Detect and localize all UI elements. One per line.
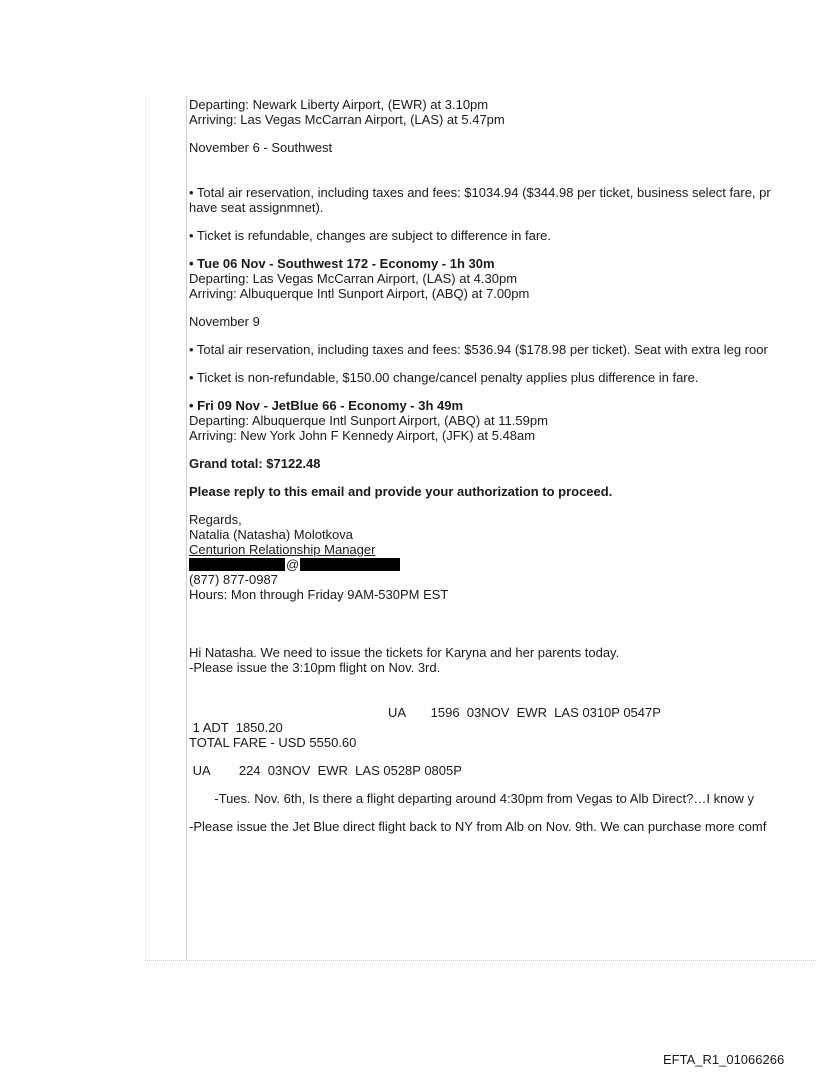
authorization-request: Please reply to this email and provide your authorization to proceed. <box>189 484 613 499</box>
total-fare: TOTAL FARE - USD 5550.60 <box>189 735 357 750</box>
email-at-sign: @ <box>286 557 300 572</box>
arriving-line-1: Arriving: Las Vegas McCarran Airport, (LAS) at 5.47pm <box>189 112 505 127</box>
nov6-flight-title: • Tue 06 Nov - Southwest 172 - Economy - 1h 30m <box>189 256 495 271</box>
redaction-box <box>300 558 400 571</box>
regards: Regards, <box>189 512 242 527</box>
nov6-heading: November 6 - Southwest <box>189 140 333 155</box>
departing-line-2: Departing: Las Vegas McCarran Airport, (LAS) at 4.30pm <box>189 271 518 286</box>
nov9-total-reservation: • Total air reservation, including taxes and fees: $536.94 ($178.98 per ticket). Seat with extra leg roor <box>189 342 768 357</box>
nov6-total-reservation-cont: have seat assignmnet). <box>189 200 324 215</box>
sender-title: Centurion Relationship Manager <box>189 542 376 557</box>
page-frame-left-rule <box>186 96 187 960</box>
grand-total: Grand total: $7122.48 <box>189 456 321 471</box>
sender-phone: (877) 877-0987 <box>189 572 278 587</box>
redaction-box <box>189 558 285 571</box>
sender-email-redacted <box>189 557 816 572</box>
nov9-flight-title: • Fri 09 Nov - JetBlue 66 - Economy - 3h 49m <box>189 398 464 413</box>
nov6-refund-note: • Ticket is refundable, changes are subject to difference in fare. <box>189 228 552 243</box>
reply-issue-flight: -Please issue the 3:10pm flight on Nov. 3rd. <box>189 660 441 675</box>
adt-fare: 1 ADT 1850.20 <box>189 720 283 735</box>
sender-name: Natalia (Natasha) Molotkova <box>189 527 354 542</box>
nov9-heading: November 9 <box>189 314 260 329</box>
email-body <box>189 97 816 834</box>
ua1596-segment: UA 1596 03NOV EWR LAS 0310P 0547P <box>388 705 661 720</box>
jetblue-request: -Please issue the Jet Blue direct flight back to NY from Alb on Nov. 9th. We can purchase more comf <box>189 819 767 834</box>
nov9-refund-note: • Ticket is non-refundable, $150.00 change/cancel penalty applies plus difference in fare. <box>189 370 699 385</box>
ua224-segment: UA 224 03NOV EWR LAS 0528P 0805P <box>189 763 462 778</box>
page-frame-outer-rule <box>145 96 146 960</box>
page-frame-bottom-rule <box>145 960 816 961</box>
departing-line-3: Departing: Albuquerque Intl Sunport Airport, (ABQ) at 11.59pm <box>189 413 548 428</box>
arriving-line-2: Arriving: Albuquerque Intl Sunport Airport, (ABQ) at 7.00pm <box>189 286 530 301</box>
sender-hours: Hours: Mon through Friday 9AM-530PM EST <box>189 587 449 602</box>
tues-flight-question: -Tues. Nov. 6th, Is there a flight departing around 4:30pm from Vegas to Alb Direct?…I know y <box>189 791 755 806</box>
departing-line-1: Departing: Newark Liberty Airport, (EWR) at 3.10pm <box>189 97 489 112</box>
document-id: EFTA_R1_01066266 <box>663 1052 785 1067</box>
nov6-total-reservation: • Total air reservation, including taxes and fees: $1034.94 ($344.98 per ticket, business select fare, pr <box>189 185 771 200</box>
arriving-line-3: Arriving: New York John F Kennedy Airport, (JFK) at 5.48am <box>189 428 536 443</box>
reply-greeting: Hi Natasha. We need to issue the tickets for Karyna and her parents today. <box>189 645 620 660</box>
